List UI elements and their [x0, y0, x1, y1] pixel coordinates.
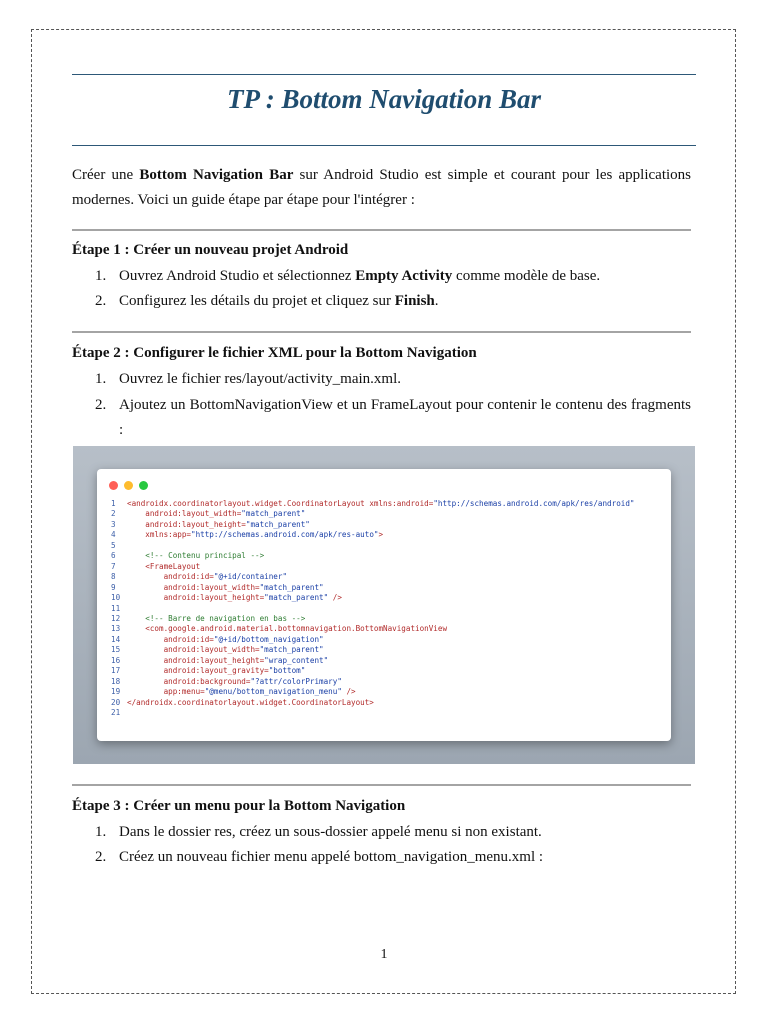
- code-token: "match_parent": [259, 582, 324, 592]
- code-token: />: [328, 593, 342, 603]
- code-line: [111, 614, 667, 624]
- code-token: "?attr/colorPrimary": [250, 676, 342, 686]
- window-maximize-dot-icon: [139, 481, 148, 490]
- intro-text-before: Créer une: [72, 167, 140, 183]
- code-token: <com.google.android.material.bottomnavigation.BottomNavigationView: [127, 624, 448, 634]
- step-1-item-1: [95, 264, 691, 289]
- code-line: [111, 593, 667, 603]
- code-token: >: [378, 530, 384, 540]
- code-line: [111, 635, 667, 645]
- line-number: 7: [111, 561, 116, 571]
- code-token: android:id=: [127, 634, 214, 644]
- list-number: 2.: [95, 397, 107, 413]
- code-token: xmlns:app=: [127, 530, 192, 540]
- code-token: "http://schemas.android.com/apk/res/android": [433, 499, 635, 508]
- code-token: <!-- Barre de navigation en bas -->: [127, 613, 306, 623]
- code-token: "http://schemas.android.com/apk/res-auto": [191, 530, 379, 540]
- list-text: Ouvrez le fichier res/layout/activity_main.xml.: [119, 371, 401, 387]
- line-number: 5: [111, 540, 116, 550]
- code-token: <!-- Contenu principal -->: [127, 551, 265, 561]
- step-3-heading: Étape 3 : Créer un menu pour la Bottom Navigation: [72, 798, 406, 814]
- line-number: 13: [111, 624, 121, 634]
- code-line: [111, 604, 667, 614]
- intro-text-bold: Bottom Navigation Bar: [139, 167, 294, 183]
- code-token: </androidx.coordinatorlayout.widget.CoordinatorLayout>: [127, 697, 374, 707]
- code-line: [111, 645, 667, 655]
- list-text-after: .: [434, 293, 439, 309]
- line-number: 21: [111, 708, 121, 718]
- code-token: "match_parent": [264, 593, 329, 603]
- code-token: app:menu=: [127, 687, 205, 697]
- window-minimize-dot-icon: [124, 481, 133, 490]
- line-number: 14: [111, 634, 121, 644]
- code-token: "wrap_content": [264, 655, 329, 665]
- code-token: android:layout_width=: [127, 509, 242, 519]
- code-token: android:layout_width=: [127, 645, 260, 655]
- step-2-item-2: [95, 393, 691, 443]
- line-number: 12: [111, 613, 121, 623]
- line-number: 20: [111, 697, 121, 707]
- code-line: [111, 520, 667, 530]
- list-number: 1.: [95, 268, 107, 284]
- page-title: TP : Bottom Navigation Bar: [226, 84, 541, 114]
- list-text-bold: Empty Activity: [355, 268, 453, 284]
- line-number: 8: [111, 572, 116, 582]
- window-close-dot-icon: [109, 481, 118, 490]
- code-token: />: [341, 687, 356, 697]
- step-2-heading: Étape 2 : Configurer le fichier XML pour la Bottom Navigation: [72, 345, 477, 361]
- code-token: "@menu/bottom_navigation_menu": [204, 687, 342, 697]
- code-token: "match_parent": [259, 645, 324, 655]
- step-3-item-1: [95, 820, 691, 845]
- code-line: [111, 499, 667, 509]
- line-number: 11: [111, 603, 121, 613]
- code-line: [111, 624, 667, 634]
- list-text-bold: Finish: [394, 293, 435, 309]
- code-token: "match_parent": [241, 509, 306, 519]
- line-number: 2: [111, 509, 116, 519]
- code-line: [111, 687, 667, 697]
- list-text: Ajoutez un BottomNavigationView et un FrameLayout pour contenir le contenu des fragments :: [119, 397, 691, 438]
- line-number: 6: [111, 551, 116, 561]
- list-number: 1.: [95, 824, 107, 840]
- page-number: 1: [380, 947, 388, 962]
- step-1-item-2: [95, 289, 691, 314]
- code-block: [111, 499, 667, 719]
- code-line: [111, 666, 667, 676]
- code-token: android:layout_height=: [127, 593, 265, 603]
- code-line: [111, 572, 667, 582]
- line-number: 17: [111, 666, 121, 676]
- list-text: Dans le dossier res, créez un sous-dossier appelé menu si non existant.: [119, 824, 542, 840]
- step-3-item-2: [95, 845, 691, 870]
- line-number: 3: [111, 519, 116, 529]
- list-number: 2.: [95, 849, 107, 865]
- code-token: android:layout_height=: [127, 655, 265, 665]
- section-separator: [72, 784, 691, 786]
- code-token: android:background=: [127, 676, 251, 686]
- section-separator: [72, 331, 691, 333]
- code-line: [111, 562, 667, 572]
- intro-paragraph: [72, 163, 691, 213]
- code-token: "match_parent": [245, 519, 310, 529]
- list-number: 1.: [95, 371, 107, 387]
- code-line: [111, 708, 667, 718]
- code-token: "@+id/bottom_navigation": [213, 634, 324, 644]
- code-line: [111, 541, 667, 551]
- list-number: 2.: [95, 293, 107, 309]
- list-text-after: comme modèle de base.: [452, 268, 601, 284]
- code-token: "bottom": [268, 666, 306, 676]
- code-token: android:layout_width=: [127, 582, 260, 592]
- code-line: [111, 530, 667, 540]
- line-number: 10: [111, 593, 121, 603]
- code-line: [111, 583, 667, 593]
- code-token: android:layout_height=: [127, 519, 246, 529]
- code-token: android:id=: [127, 572, 214, 582]
- section-separator: [72, 229, 691, 231]
- code-token: xmlns:android=: [369, 499, 434, 508]
- code-line: [111, 656, 667, 666]
- code-line: [111, 698, 667, 708]
- step-1-heading: Étape 1 : Créer un nouveau projet Android: [72, 242, 349, 258]
- intro-text-after: sur Android Studio est simple et courant pour les applications modernes. Voici un guide étape par étape pour l'intégrer :: [72, 167, 691, 208]
- line-number: 9: [111, 582, 116, 592]
- code-line: [111, 509, 667, 519]
- line-number: 15: [111, 645, 121, 655]
- list-text: Créez un nouveau fichier menu appelé bottom_navigation_menu.xml :: [119, 849, 544, 865]
- list-text-before: Ouvrez Android Studio et sélectionnez: [119, 268, 356, 284]
- line-number: 4: [111, 530, 116, 540]
- line-number: 18: [111, 676, 121, 686]
- code-window: [97, 469, 671, 741]
- list-text: [119, 289, 691, 314]
- title-bottom-rule: [72, 145, 696, 146]
- line-number: 1: [111, 499, 116, 508]
- code-token: "@+id/container": [213, 572, 288, 582]
- code-token: <androidx.coordinatorlayout.widget.CoordinatorLayout: [127, 499, 370, 508]
- code-line: [111, 677, 667, 687]
- code-token: android:layout_gravity=: [127, 666, 269, 676]
- step-2-item-1: [95, 367, 691, 392]
- code-line: [111, 551, 667, 561]
- code-screenshot: [73, 446, 695, 764]
- code-token: <FrameLayout: [127, 561, 201, 571]
- line-number: 16: [111, 655, 121, 665]
- line-number: 19: [111, 687, 121, 697]
- list-text: [119, 264, 691, 289]
- list-text-before: Configurez les détails du projet et cliquez sur: [119, 293, 395, 309]
- title-top-rule: [72, 74, 696, 75]
